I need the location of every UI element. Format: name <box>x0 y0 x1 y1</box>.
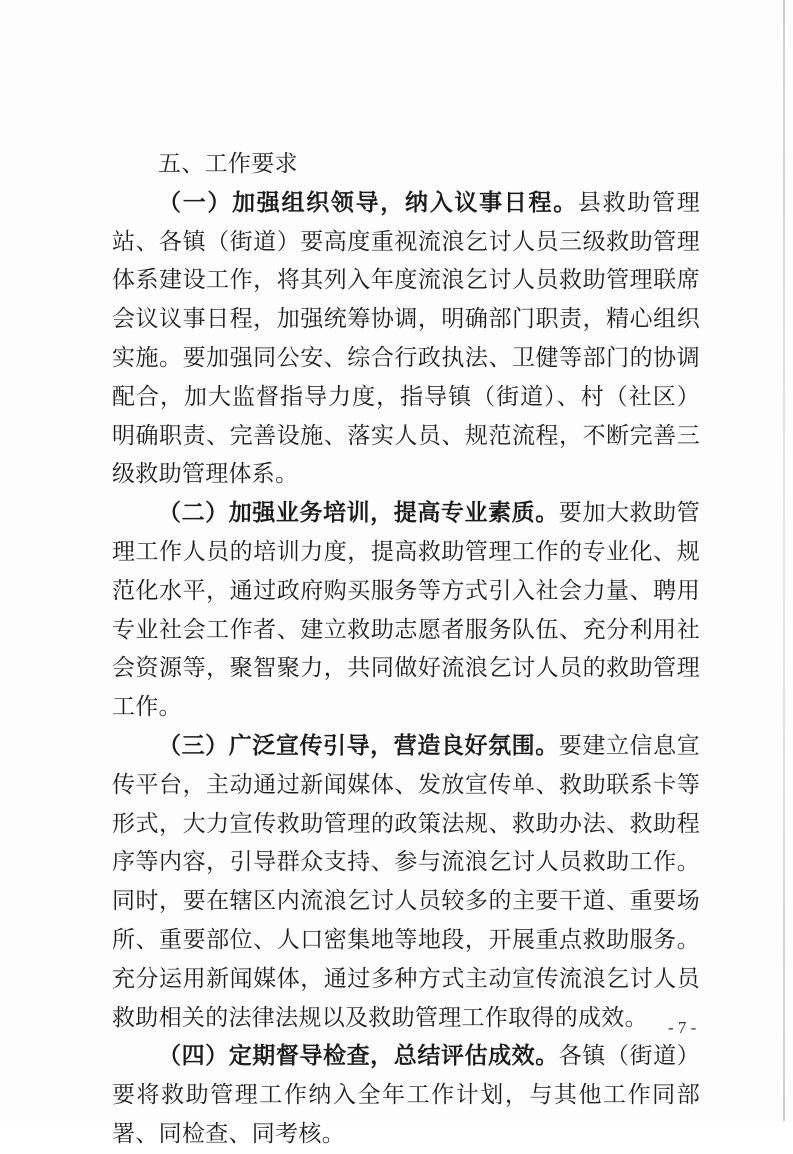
paragraph-3 <box>112 727 700 1037</box>
paragraph-1-lead: （一）加强组织领导，纳入议事日程。 <box>158 189 578 216</box>
paragraph-4-lead: （四）定期督导检查，总结评估成效。 <box>158 1043 559 1070</box>
page-number: - 7 - <box>668 1018 697 1037</box>
document-body <box>112 145 700 1154</box>
paragraph-3-lead: （三）广泛宣传引导，营造良好氛围。 <box>158 732 559 759</box>
paragraph-3-body: 要建立信息宣传平台，主动通过新闻媒体、发放宣传单、救助联系卡等形式，大力宣传救助管理的政策法规、救助办法、救助程序等内容，引导群众支持、参与流浪乞讨人员救助工作。同时，要在辖区内流浪乞讨人员较多的主要干道、重要场所、重要部位、人口密集地等地段，开展重点救助服务。充分运用新闻媒体，通过多种方式主动宣传流浪乞讨人员救助相关的法律法规以及救助管理工作取得的成效。 <box>112 732 700 1031</box>
paragraph-1-body: 县救助管理站、各镇（街道）要高度重视流浪乞讨人员三级救助管理体系建设工作，将其列入年度流浪乞讨人员救助管理联席会议议事日程，加强统筹协调，明确部门职责，精心组织实施。要加强同公安、综合行政执法、卫健等部门的协调配合，加大监督指导力度，指导镇（街道）、村（社区）明确职责、完善设施、落实人员、规范流程，不断完善三级救助管理体系。 <box>112 189 701 488</box>
paragraph-2-lead: （二）加强业务培训，提高专业素质。 <box>158 500 559 527</box>
paragraph-2 <box>112 494 700 727</box>
paragraph-4-body: 各镇（街道）要将救助管理工作纳入全年工作计划，与其他工作同部署、同检查、同考核。 <box>112 1043 700 1147</box>
paragraph-4 <box>112 1037 700 1153</box>
paragraph-2-body: 要加大救助管理工作人员的培训力度，提高救助管理工作的专业化、规范化水平，通过政府购买服务等方式引入社会力量、聘用专业社会工作者、建立救助志愿者服务队伍、充分利用社会资源等，聚智聚力，共同做好流浪乞讨人员的救助管理工作。 <box>112 500 700 721</box>
section-heading: 五、工作要求 <box>158 151 298 177</box>
paragraph-1 <box>112 184 700 494</box>
page-edge-shadow <box>783 0 785 1121</box>
